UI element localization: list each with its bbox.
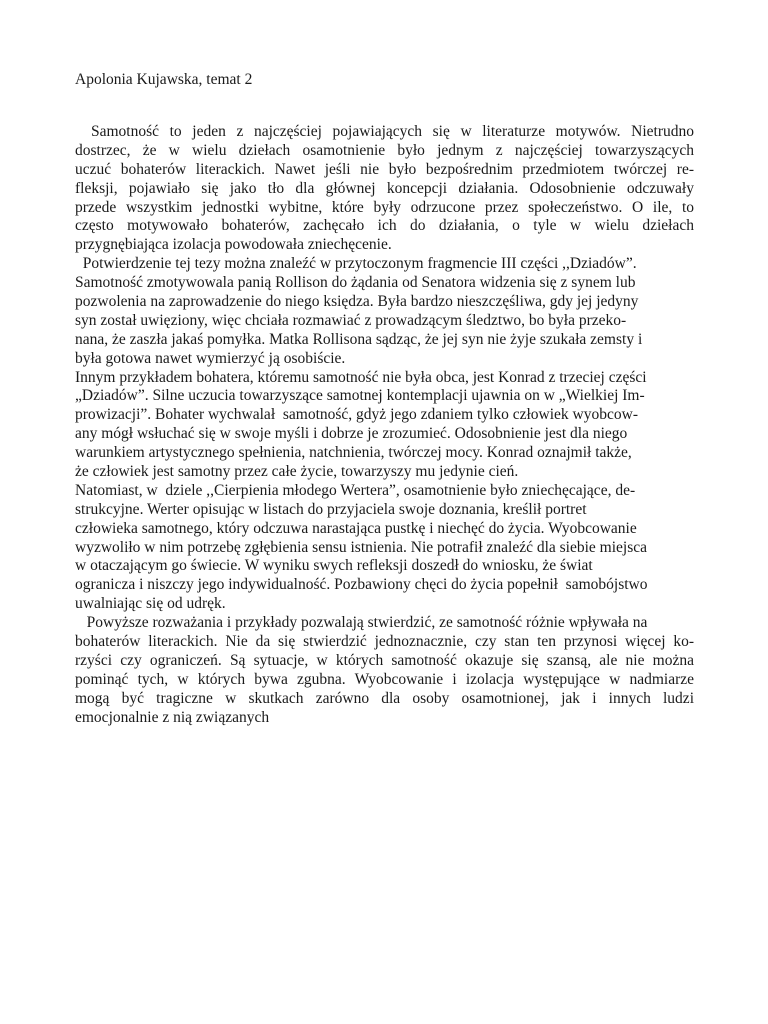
text-line: Innym przykładem bohatera, któremu samotność nie była obca, jest Konrad z trzeciej części — [75, 368, 647, 386]
text-line: człowieka samotnego, który odczuwa narastająca pustkę i niechęć do życia. Wyobcowanie — [75, 519, 637, 537]
text-line: wyzwoliło w nim potrzebę zgłębienia sensu istnienia. Nie potrafił znaleźć dla siebie miejsca — [75, 538, 648, 556]
text-line: rzyści czy ograniczeń. Są sytuacje, w których samotność okazuje się szansą, ale nie można — [75, 651, 694, 669]
text-line: była gotowa nawet wymierzyć ją osobiście. — [75, 349, 346, 367]
text-line: przede wszystkim jednostki wybitne, które były odrzucone przez społeczeństwo. O ile, to — [75, 198, 694, 216]
text-line: emocjonalnie z nią związanych — [75, 708, 270, 726]
text-line: bohaterów literackich. Nie da się stwierdzić jednoznacznie, czy stan ten przynosi więcej ko- — [75, 633, 694, 651]
text-line: mogą być tragiczne w skutkach zarówno dla osoby osamotnionej, jak i innych ludzi — [75, 689, 694, 707]
text-line: Potwierdzenie tej tezy można znaleźć w przytoczonym fragmencie III części ,,Dziadów”. — [75, 255, 637, 273]
text-line: prowizacji”. Bohater wychwalał samotność, gdyż jego zdaniem tylko człowiek wyobcow- — [75, 406, 638, 424]
text-line: często motywowało bohaterów, zachęcało ich do działania, o tyle w wielu dziełach — [75, 217, 694, 235]
text-line: że człowiek jest samotny przez całe życie, towarzyszy mu jedynie cień. — [75, 463, 519, 481]
document-body — [75, 123, 694, 728]
text-line: syn został uwięziony, więc chciała rozmawiać z prowadzącym śledztwo, bo była przeko- — [75, 311, 627, 329]
text-line: przygnębiająca izolacja powodowała zniechęcenie. — [75, 236, 392, 254]
text-line: any mógł wsłuchać się w swoje myśli i dobrze je zrozumieć. Odosobnienie jest dla niego — [75, 425, 628, 443]
text-line: pominąć tych, w których bywa zgubna. Wyobcowanie i izolacja występujące w nadmiarze — [75, 670, 694, 688]
text-line: dostrzec, że w wielu dziełach osamotnienie było jednym z najczęściej towarzyszących — [75, 141, 694, 159]
text-line: Powyższe rozważania i przykłady pozwalają stwierdzić, ze samotność różnie wpływała na — [75, 614, 648, 632]
text-line: uczuć bohaterów literackich. Nawet jeśli nie było bezpośrednim przedmiotem twórczej re- — [75, 160, 694, 178]
text-line: fleksji, pojawiało się jako tło dla głównej koncepcji działania. Odosobnienie odczuwały — [75, 179, 694, 197]
text-line: „Dziadów”. Silne uczucia towarzyszące samotnej kontemplacji ujawnia on w „Wielkiej Im- — [75, 387, 645, 405]
text-line: uwalniając się od udręk. — [75, 595, 226, 613]
text-line: ogranicza i niszczy jego indywidualność. Pozbawiony chęci do życia popełnił samobójstwo — [75, 576, 648, 594]
text-line: strukcyjne. Werter opisując w listach do przyjaciela swoje doznania, kreślił portret — [75, 500, 587, 518]
document-header: Apolonia Kujawska, temat 2 — [75, 71, 253, 88]
text-line: warunkiem artystycznego spełnienia, natchnienia, twórczej mocy. Konrad oznajmił także, — [75, 444, 632, 462]
text-line: Samotność to jeden z najczęściej pojawiających się w literaturze motywów. Nietrudno — [91, 123, 694, 140]
text-line: w otaczającym go świecie. W wyniku swych refleksji doszedł do wniosku, że świat — [75, 557, 593, 575]
text-line: Natomiast, w dziele ,,Cierpienia młodego Wertera”, osamotnienie było zniechęcające, de- — [75, 481, 636, 499]
text-line: nana, że zaszła jakaś pomyłka. Matka Rollisona sądząc, że jej syn nie żyje szukała zemsty i — [75, 330, 643, 348]
text-line: Samotność zmotywowala panią Rollison do żądania od Senatora widzenia się z synem lub — [75, 274, 636, 292]
text-line: pozwolenia na zaprowadzenie do niego księdza. Była bardzo nieszczęśliwa, gdy jej jedyny — [75, 293, 639, 311]
